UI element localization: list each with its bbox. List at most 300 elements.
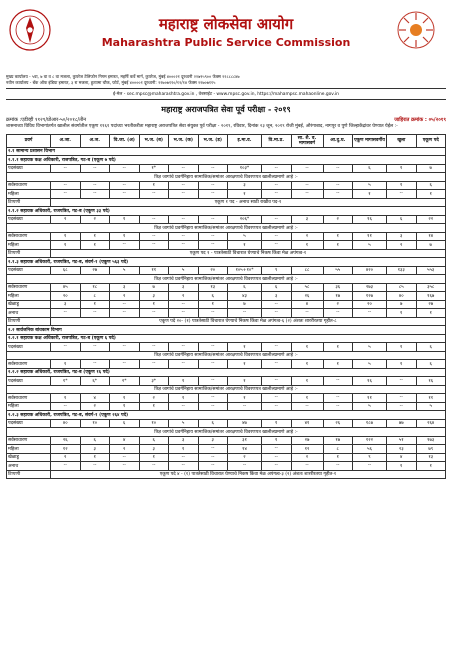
remark-label: टिप्पणी: [7, 470, 51, 479]
table-cell: ४१: [291, 419, 323, 428]
table-cell: ८: [80, 292, 110, 301]
table-cell: १८: [80, 283, 110, 292]
section-heading: २.१.२ सहायक अधिकारी, राजपत्रित, गट-ब (एकूण ३३ पदे): [7, 207, 446, 216]
table-cell: ७: [387, 300, 417, 309]
table-cell: १: [416, 462, 446, 471]
table-cell: ३*: [139, 377, 169, 386]
column-header: अ.जा.: [51, 134, 81, 147]
table-row: [7, 445, 446, 454]
column-header: वि.जा. (अ): [110, 134, 140, 147]
table-cell: --: [198, 343, 228, 352]
table-row: [7, 419, 446, 428]
table-cell: --: [139, 190, 169, 199]
row-category: पदसंख्या: [7, 419, 51, 428]
table-cell: ४२०: [353, 266, 387, 275]
table-cell: --: [169, 300, 199, 309]
table-cell: --: [80, 462, 110, 471]
reservation-note-row: [7, 385, 446, 394]
table-row: [7, 241, 446, 250]
reservation-note: त्रिज्ञ जागांचे प्रवर्गनिहाय सामाजिक/समांतर आरक्षणाचे विवरणपत्र खालीलप्रमाणे आहे :-: [7, 224, 446, 233]
table-cell: --: [262, 462, 292, 471]
table-row: [7, 164, 446, 173]
table-cell: --: [262, 232, 292, 241]
table-cell: १४: [228, 445, 262, 454]
table-cell: १: [51, 232, 81, 241]
table-cell: --: [139, 241, 169, 250]
table-cell: --: [169, 190, 199, 199]
table-cell: --: [80, 181, 110, 190]
column-header: एकूण मागासवर्गीय: [353, 134, 387, 147]
table-row: [7, 394, 446, 403]
reservation-note: त्रिज्ञ जागांचे प्रवर्गनिहाय सामाजिक/समांतर आरक्षणाचे विवरणपत्र खालीलप्रमाणे आहे :-: [7, 275, 446, 284]
row-category: महिला: [7, 402, 51, 411]
table-cell: ४०: [51, 419, 81, 428]
table-cell: ४७: [228, 419, 262, 428]
table-cell: --: [387, 394, 417, 403]
table-cell: --: [228, 402, 262, 411]
table-cell: १: [110, 232, 140, 241]
table-cell: १२७: [353, 292, 387, 301]
table-cell: ३: [169, 436, 199, 445]
table-cell: --: [110, 241, 140, 250]
table-cell: --: [51, 164, 81, 173]
table-cell: १: [228, 360, 262, 369]
table-cell: --: [198, 445, 228, 454]
table-cell: २: [291, 232, 323, 241]
table-cell: १०५+१०*: [228, 266, 262, 275]
reservation-note-row: [7, 351, 446, 360]
table-cell: --: [110, 181, 140, 190]
reservation-note-row: [7, 275, 446, 284]
table-cell: --: [110, 190, 140, 199]
table-cell: --: [169, 215, 199, 224]
advertisement-page: [6, 6, 446, 479]
remark-text: एकूण पदे ४ - (१) पात्रतेसाठी विचारात घेण्याचे निकष किंवा मेळ अपंगत्व-३ (२) अंशतः शाररीरतया गृहीत-१: [51, 470, 446, 479]
table-cell: १: [51, 360, 81, 369]
table-cell: १: [387, 343, 417, 352]
divider: [6, 88, 446, 89]
table-cell: १: [80, 241, 110, 250]
table-row: [7, 283, 446, 292]
table-cell: ६: [228, 283, 262, 292]
reservation-note-row: [7, 173, 446, 182]
table-cell: १: [169, 377, 199, 386]
intro-paragraph: शासनाच्या विविध विभागांतर्गत खालील संवर्गातील एकूण ११६१ पदांच्या भरतीकरीता महाराष्ट्र अराजपत्रित सेवा संयुक्त पूर्व परीक्षा - २०१९, रविवार, दिनांक २३ जून, २०१९ रोजी मुंबई, औरंगाबाद, नागपूर व पुणे जिल्हाकेंद्रांवर घेण्यात येईल :-: [6, 124, 398, 129]
table-cell: १: [323, 453, 353, 462]
table-cell: --: [169, 462, 199, 471]
table-cell: २: [51, 215, 81, 224]
table-cell: --: [291, 309, 323, 318]
section-heading-row: [7, 334, 446, 343]
section-heading: २.१.१ सहायक कक्ष अधिकारी, राजपत्रित, गट-ब (एकूण ७ पदे): [7, 156, 446, 165]
table-cell: १: [323, 232, 353, 241]
row-category: पदसंख्या: [7, 215, 51, 224]
table-cell: --: [291, 462, 323, 471]
table-cell: --: [198, 309, 228, 318]
table-cell: --: [198, 241, 228, 250]
column-header: एकूण पदे: [416, 134, 446, 147]
reference-number: क्रमांक :एडीव्ही ११२९/प्रोआर-५०/२०१८/तीन: [6, 117, 87, 123]
table-cell: --: [110, 453, 140, 462]
address-line: नवीन कार्यालय - बँक ऑफ इंडिया इमारत, ३ रा मजला, हुतात्मा चौक, फोर्ट, मुंबई ४००००१ दूरध्वनी: २२७०७११०/१२/१४ फॅक्स २२७०७११५: [6, 80, 216, 85]
row-category: सर्वसाधारण: [7, 360, 51, 369]
table-cell: १: [110, 215, 140, 224]
table-cell: --: [198, 181, 228, 190]
table-cell: ५: [228, 232, 262, 241]
seal-icon: [396, 10, 436, 50]
table-cell: १: [291, 241, 323, 250]
table-cell: ४: [291, 300, 323, 309]
table-cell: १: [228, 241, 262, 250]
table-cell: --: [169, 402, 199, 411]
table-cell: ७: [416, 241, 446, 250]
row-category: सर्वसाधारण: [7, 436, 51, 445]
table-cell: २२: [416, 215, 446, 224]
table-cell: ७७: [387, 419, 417, 428]
table-cell: ३६: [323, 283, 353, 292]
table-cell: ६: [262, 283, 292, 292]
table-cell: ५६: [353, 445, 387, 454]
table-cell: १: [139, 453, 169, 462]
contact-line: ई-मेल - sec.mpsc@maharashtra.gov.in , वेबसाईट - www.mpsc.gov.in, https://mahampsc.mahaonline.gov.in: [113, 92, 339, 97]
table-cell: ६: [198, 419, 228, 428]
table-cell: --: [169, 453, 199, 462]
table-cell: ६: [416, 181, 446, 190]
table-cell: --: [323, 309, 353, 318]
table-cell: १: [80, 232, 110, 241]
section-heading-row: [7, 411, 446, 420]
table-row: [7, 181, 446, 190]
table-cell: १६: [353, 215, 387, 224]
reservation-note-row: [7, 428, 446, 437]
table-cell: --: [198, 190, 228, 199]
table-cell: ३: [80, 445, 110, 454]
row-category: अनाथ: [7, 309, 51, 318]
table-cell: २०: [51, 292, 81, 301]
table-cell: १: [139, 402, 169, 411]
table-cell: १: [139, 181, 169, 190]
vacancy-table: [6, 134, 446, 480]
column-header: प्रवर्ग: [7, 134, 51, 147]
table-body: [7, 147, 446, 479]
table-cell: १: [323, 360, 353, 369]
table-cell: २६: [323, 419, 353, 428]
section-heading-row: [7, 326, 446, 335]
row-category: सर्वसाधारण: [7, 181, 51, 190]
reference-row: [6, 117, 446, 123]
table-cell: --: [262, 309, 292, 318]
table-cell: ८८: [291, 266, 323, 275]
table-cell: ३१: [228, 436, 262, 445]
table-cell: १: [169, 394, 199, 403]
table-cell: --: [228, 309, 262, 318]
section-heading-row: [7, 147, 446, 156]
table-cell: --: [51, 343, 81, 352]
table-cell: ४: [80, 394, 110, 403]
table-cell: १: [80, 300, 110, 309]
table-cell: --: [353, 309, 387, 318]
table-cell: १: [228, 343, 262, 352]
table-cell: २६: [291, 292, 323, 301]
table-cell: १२: [51, 445, 81, 454]
letterhead: [6, 6, 446, 72]
table-cell: २७: [80, 266, 110, 275]
table-cell: ६*: [80, 377, 110, 386]
table-row: [7, 300, 446, 309]
table-cell: ६८: [51, 266, 81, 275]
table-cell: ५: [353, 181, 387, 190]
remark-row: [7, 317, 446, 326]
table-cell: २७३: [353, 283, 387, 292]
table-cell: --: [110, 309, 140, 318]
table-cell: १: [387, 309, 417, 318]
table-cell: ५१: [387, 436, 417, 445]
table-cell: १: [323, 343, 353, 352]
column-header: वि.मा.प्र.: [262, 134, 292, 147]
row-category: अनाथ: [7, 462, 51, 471]
column-header: खुला: [387, 134, 417, 147]
row-category: सर्वसाधारण: [7, 283, 51, 292]
table-cell: १३: [198, 283, 228, 292]
table-cell: १६: [353, 377, 387, 386]
section-heading: २.२.३ सहायक अधिकारी, राजपत्रित, गट-ब, संवर्ग-१ (एकूण २६४ पदे): [7, 411, 446, 420]
table-cell: ४: [387, 453, 417, 462]
table-cell: २६: [51, 436, 81, 445]
table-cell: ३: [139, 292, 169, 301]
reservation-note-row: [7, 224, 446, 233]
table-cell: --: [169, 241, 199, 250]
table-cell: --: [323, 181, 353, 190]
table-cell: १६७: [416, 292, 446, 301]
table-cell: २: [110, 292, 140, 301]
table-cell: --: [353, 462, 387, 471]
table-cell: १: [387, 360, 417, 369]
table-cell: १३३: [387, 266, 417, 275]
table-cell: ४३: [228, 292, 262, 301]
table-cell: ७९: [416, 445, 446, 454]
table-cell: --: [80, 164, 110, 173]
address-line: मुख्य कार्यालय - ५वा, ७ वा व ८ वा मजला, कुपरेज टेलिफोन निगम इमारत, महर्षि कर्वे मार्ग, कुपरेज, मुंबई ४०००२१ दूरध्वनी २२७९५९०० फॅक्स २२८८८८४७: [6, 74, 240, 79]
remark-text: एकूण १ पद - अनाथ साठी राखीव पद-१: [51, 198, 446, 207]
table-cell: ५: [353, 402, 387, 411]
table-cell: १४: [416, 232, 446, 241]
remark-text: एकूण पद १ - पात्रतेसाठी विचारात घेण्याचे निकष किंवा मेळ अपंगत्व-१: [51, 249, 446, 258]
remark-label: टिप्पणी: [7, 198, 51, 207]
remark-text: एकूण पदे २०- (१) पात्रतेसाठी विचारात घेण्याचे निकष किंवा मेळ अपंगत्व-६ (२) अंशतः शाररीरतया गृहीत-८: [51, 317, 446, 326]
table-cell: १: [416, 309, 446, 318]
table-cell: १: [262, 436, 292, 445]
column-header: अ.ज.: [80, 134, 110, 147]
table-cell: ३: [291, 215, 323, 224]
section-heading: २.२.२ सहायक अधिकारी, राजपत्रित, गट-ब (एकूण १६ पदे): [7, 368, 446, 377]
table-cell: १: [51, 241, 81, 250]
table-cell: १: [387, 462, 417, 471]
table-cell: २: [323, 215, 353, 224]
table-cell: ५८: [291, 283, 323, 292]
table-cell: २६४: [416, 419, 446, 428]
table-cell: ७: [139, 283, 169, 292]
table-cell: --: [323, 164, 353, 173]
reservation-note: त्रिज्ञ जागांचे प्रवर्गनिहाय सामाजिक/समांतर आरक्षणाचे विवरणपत्र खालीलप्रमाणे आहे :-: [7, 351, 446, 360]
section-heading-row: [7, 368, 446, 377]
table-cell: --: [110, 164, 140, 173]
table-cell: --: [198, 402, 228, 411]
table-cell: --: [323, 190, 353, 199]
table-cell: --: [80, 309, 110, 318]
table-cell: --: [198, 232, 228, 241]
table-cell: १*: [51, 377, 81, 386]
table-row: [7, 462, 446, 471]
remark-row: [7, 249, 446, 258]
table-cell: ७: [416, 164, 446, 173]
exam-title: महाराष्ट्र अराजपत्रित सेवा पूर्व परीक्षा - २०१९: [161, 105, 291, 114]
table-cell: --: [51, 190, 81, 199]
table-cell: --: [169, 309, 199, 318]
table-cell: १: [198, 300, 228, 309]
table-cell: --: [51, 462, 81, 471]
table-cell: --: [262, 453, 292, 462]
remark-label: टिप्पणी: [7, 317, 51, 326]
table-cell: --: [110, 343, 140, 352]
section-heading: २.२ सार्वजनिक बांधकाम विभाग: [7, 326, 446, 335]
table-cell: ४५: [51, 283, 81, 292]
table-cell: १: [291, 360, 323, 369]
table-cell: ११: [353, 394, 387, 403]
table-cell: --: [198, 215, 228, 224]
table-cell: --: [262, 377, 292, 386]
table-cell: २०: [198, 266, 228, 275]
table-cell: --: [291, 190, 323, 199]
table-cell: --: [139, 360, 169, 369]
table-cell: --: [262, 190, 292, 199]
table-row: [7, 266, 446, 275]
row-category: पदसंख्या: [7, 377, 51, 386]
row-category: पदसंख्या: [7, 343, 51, 352]
table-cell: --: [323, 377, 353, 386]
table-cell: १७३: [416, 436, 446, 445]
table-cell: --: [262, 402, 292, 411]
reservation-note: त्रिज्ञ जागांचे प्रवर्गनिहाय सामाजिक/समांतर आरक्षणाचे विवरणपत्र खालीलप्रमाणे आहे :-: [7, 173, 446, 182]
table-cell: ६: [110, 419, 140, 428]
table-cell: --: [110, 360, 140, 369]
advertisement-number: जाहिरात क्रमांक : ०५/२०१९: [394, 117, 446, 123]
table-cell: --: [139, 215, 169, 224]
table-cell: १: [110, 402, 140, 411]
table-cell: --: [323, 394, 353, 403]
table-cell: ११: [139, 266, 169, 275]
remark-row: [7, 470, 446, 479]
table-cell: ४०: [387, 292, 417, 301]
table-cell: --: [139, 343, 169, 352]
table-cell: १: [169, 445, 199, 454]
table-row: [7, 232, 446, 241]
table-cell: --: [262, 445, 292, 454]
table-cell: ५: [416, 402, 446, 411]
column-header: भ.ज. (ड): [198, 134, 228, 147]
table-cell: --: [51, 402, 81, 411]
table-cell: १: [228, 377, 262, 386]
row-category: महिला: [7, 445, 51, 454]
table-cell: --: [387, 190, 417, 199]
table-cell: --: [291, 181, 323, 190]
table-row: [7, 309, 446, 318]
row-category: सर्वसाधारण: [7, 394, 51, 403]
section-heading-row: [7, 156, 446, 165]
table-cell: १०३*: [228, 164, 262, 173]
table-cell: --: [169, 343, 199, 352]
commission-title-marathi: महाराष्ट्र लोकसेवा आयोग: [158, 15, 294, 33]
table-cell: ६: [416, 343, 446, 352]
table-cell: २: [323, 300, 353, 309]
table-cell: १२२: [353, 436, 387, 445]
section-heading: २.१.३ सहायक अधिकारी, राजपत्रित, गट-ब, संवर्ग-१ (एकूण ५६३ पदे): [7, 258, 446, 267]
table-cell: --: [139, 309, 169, 318]
table-cell: ११: [353, 232, 387, 241]
row-category: सर्वसाधारण: [7, 232, 51, 241]
table-cell: २: [228, 453, 262, 462]
column-header: इ.मा.व.: [228, 134, 262, 147]
table-cell: --: [262, 343, 292, 352]
table-cell: ५५: [323, 266, 353, 275]
table-row: [7, 292, 446, 301]
table-cell: ३: [139, 445, 169, 454]
table-cell: ३: [169, 283, 199, 292]
table-cell: १: [416, 190, 446, 199]
row-category: खेळाडू: [7, 300, 51, 309]
table-cell: --: [169, 181, 199, 190]
row-category: खेळाडू: [7, 453, 51, 462]
table-cell: १: [353, 190, 387, 199]
table-cell: ९: [353, 453, 387, 462]
table-cell: १७: [323, 436, 353, 445]
table-cell: १: [291, 343, 323, 352]
table-row: [7, 377, 446, 386]
table-cell: --: [198, 453, 228, 462]
table-cell: २०: [353, 300, 387, 309]
table-cell: --: [262, 394, 292, 403]
table-cell: १: [228, 394, 262, 403]
table-cell: ३: [51, 300, 81, 309]
table-cell: --: [262, 241, 292, 250]
table-cell: --: [110, 462, 140, 471]
table-cell: --: [80, 343, 110, 352]
table-cell: २७: [416, 300, 446, 309]
table-row: [7, 436, 446, 445]
table-cell: --: [198, 164, 228, 173]
column-header: भ.ज. (क): [169, 134, 199, 147]
row-category: महिला: [7, 292, 51, 301]
table-cell: २०६*: [228, 215, 262, 224]
table-cell: --: [80, 360, 110, 369]
table-cell: २: [51, 453, 81, 462]
table-cell: --: [262, 181, 292, 190]
table-cell: ३: [228, 181, 262, 190]
table-cell: २: [291, 453, 323, 462]
table-cell: १०: [139, 419, 169, 428]
table-cell: १: [139, 300, 169, 309]
table-cell: १: [262, 419, 292, 428]
table-cell: --: [198, 462, 228, 471]
table-cell: --: [323, 462, 353, 471]
table-cell: --: [198, 377, 228, 386]
table-header-row: [7, 134, 446, 147]
table-cell: ६: [416, 360, 446, 369]
table-cell: १: [387, 181, 417, 190]
table-cell: --: [228, 462, 262, 471]
table-cell: ५५३: [416, 266, 446, 275]
table-cell: १३: [416, 453, 446, 462]
table-cell: १२: [291, 445, 323, 454]
